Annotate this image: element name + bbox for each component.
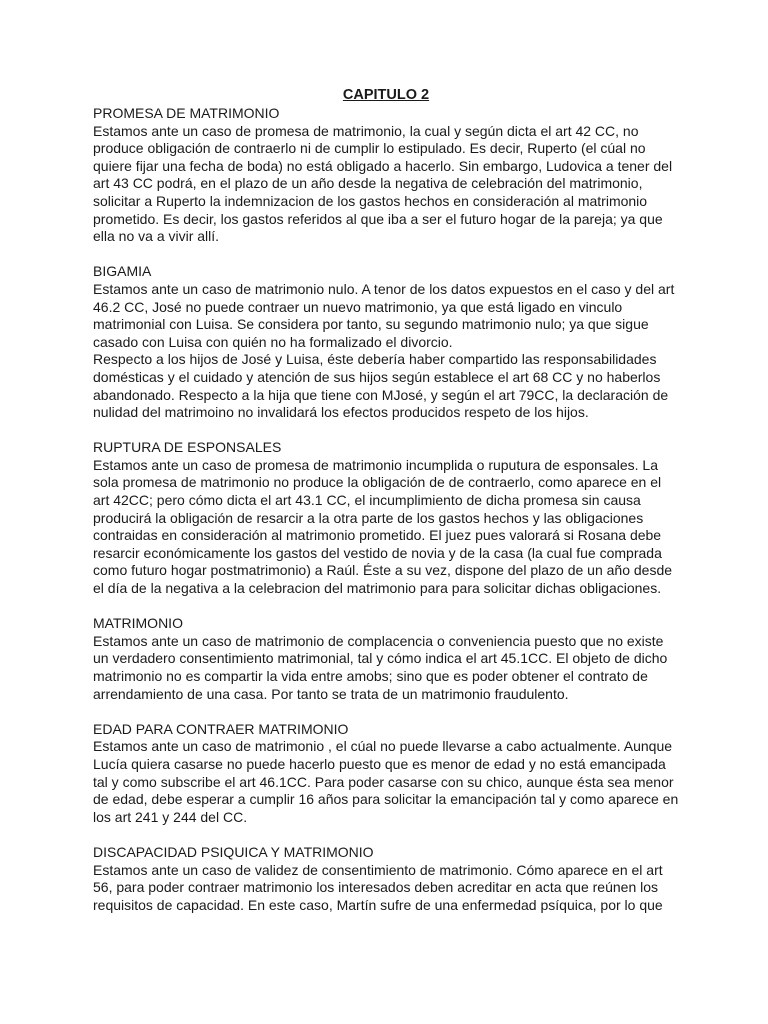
section-ruptura-de-esponsales <box>93 439 679 597</box>
section-paragraph: Estamos ante un caso de matrimonio , el cúal no puede llevarse a cabo actualmente. Aunque Lucía quiera casarse no puede hacerlo puesto que es menor de edad y no está emancipada tal y como subscribe el art 46.1CC. Para poder casarse con su chico, aunque ésta sea menor de edad, debe esperar a cumplir 16 años para solicitar la emancipación tal y como aparece en los art 241 y 244 del CC. <box>93 738 679 825</box>
section-matrimonio <box>93 615 679 703</box>
section-bigamia <box>93 263 679 421</box>
section-edad-para-contraer-matrimonio <box>93 721 679 827</box>
section-discapacidad-psiquica-y-matrimonio <box>93 844 679 914</box>
document-body <box>93 86 679 932</box>
section-heading: MATRIMONIO <box>93 615 183 632</box>
section-promesa-de-matrimonio <box>93 105 679 246</box>
section-paragraph: Estamos ante un caso de promesa de matrimonio incumplida o ruputura de esponsales. La sola promesa de matrimonio no produce la obligación de de contraerlo, como aparece en el art 42CC; pero cómo dicta el art 43.1 CC, el incumplimiento de dicha promesa sin causa producirá la obligación de resarcir a la otra parte de los gastos hechos y las obligaciones contraidas en consideración al matrimonio prometido. El juez pues valorará si Rosana debe resarcir económicamente los gastos del vestido de novia y de la casa (la cual fue comprada como futuro hogar postmatrimonio) a Raúl. Éste a su vez, dispone del plazo de un año desde el día de la negativa a la celebracion del matrimonio para para solicitar dichas obligaciones. <box>93 456 673 597</box>
section-heading: BIGAMIA <box>93 263 152 280</box>
section-heading: RUPTURA DE ESPONSALES <box>93 439 282 456</box>
section-paragraph: Estamos ante un caso de matrimonio de complacencia o conveniencia puesto que no existe un verdadero consentimiento matrimonial, tal y cómo indica el art 45.1CC. El objeto de dicho matrimonio no es compartir la vida entre amobs; sino que es poder obtener el contrato de arrendamiento de una casa. Por tanto se trata de un matrimonio fraudulento. <box>93 632 668 702</box>
section-paragraph: Estamos ante un caso de promesa de matrimonio, la cual y según dicta el art 42 CC, no produce obligación de contraerlo ni de cumplir lo estipulado. Es decir, Ruperto (el cúal no quiere fijar una fecha de boda) no está obligado a hacerlo. Sin embargo, Ludovica a tener del art 43 CC podrá, en el plazo de un año desde la negativa de celebración del matrimonio, solicitar a Ruperto la indemnizacion de los gastos hechos en consideración al matrimonio prometido. Es decir, los gastos referidos al que iba a ser el futuro hogar de la pareja; ya que ella no va a vivir allí. <box>93 122 673 245</box>
section-heading: DISCAPACIDAD PSIQUICA Y MATRIMONIO <box>93 843 374 860</box>
chapter-title: CAPITULO 2 <box>342 87 430 103</box>
section-paragraph: Estamos ante un caso de validez de consentimiento de matrimonio. Cómo aparece en el art 56, para poder contraer matrimonio los interesados deben acreditar en acta que reúnen los requisitos de capacidad. En este caso, Martín sufre de una enfermedad psíquica, por lo que <box>93 861 663 913</box>
section-heading: EDAD PARA CONTRAER MATRIMONIO <box>93 720 349 737</box>
section-heading: PROMESA DE MATRIMONIO <box>93 105 280 121</box>
section-paragraph: Respecto a los hijos de José y Luisa, éste debería haber compartido las responsabilidades domésticas y el cuidado y atención de sus hijos según establece el art 68 CC y no haberlos abandonado. Respecto a la hija que tiene con MJosé, y según el art 79CC, la declaración de nulidad del matrimoino no invalidará los efectos producidos respeto de los hijos. <box>93 351 669 421</box>
section-paragraph: Estamos ante un caso de matrimonio nulo. A tenor de los datos expuestos en el caso y del art 46.2 CC, José no puede contraer un nuevo matrimonio, ya que está ligado en vinculo matrimonial con Luisa. Se considera por tanto, su segundo matrimonio nulo; ya que sigue casado con Luisa con quién no ha formalizado el divorcio. <box>93 280 675 350</box>
